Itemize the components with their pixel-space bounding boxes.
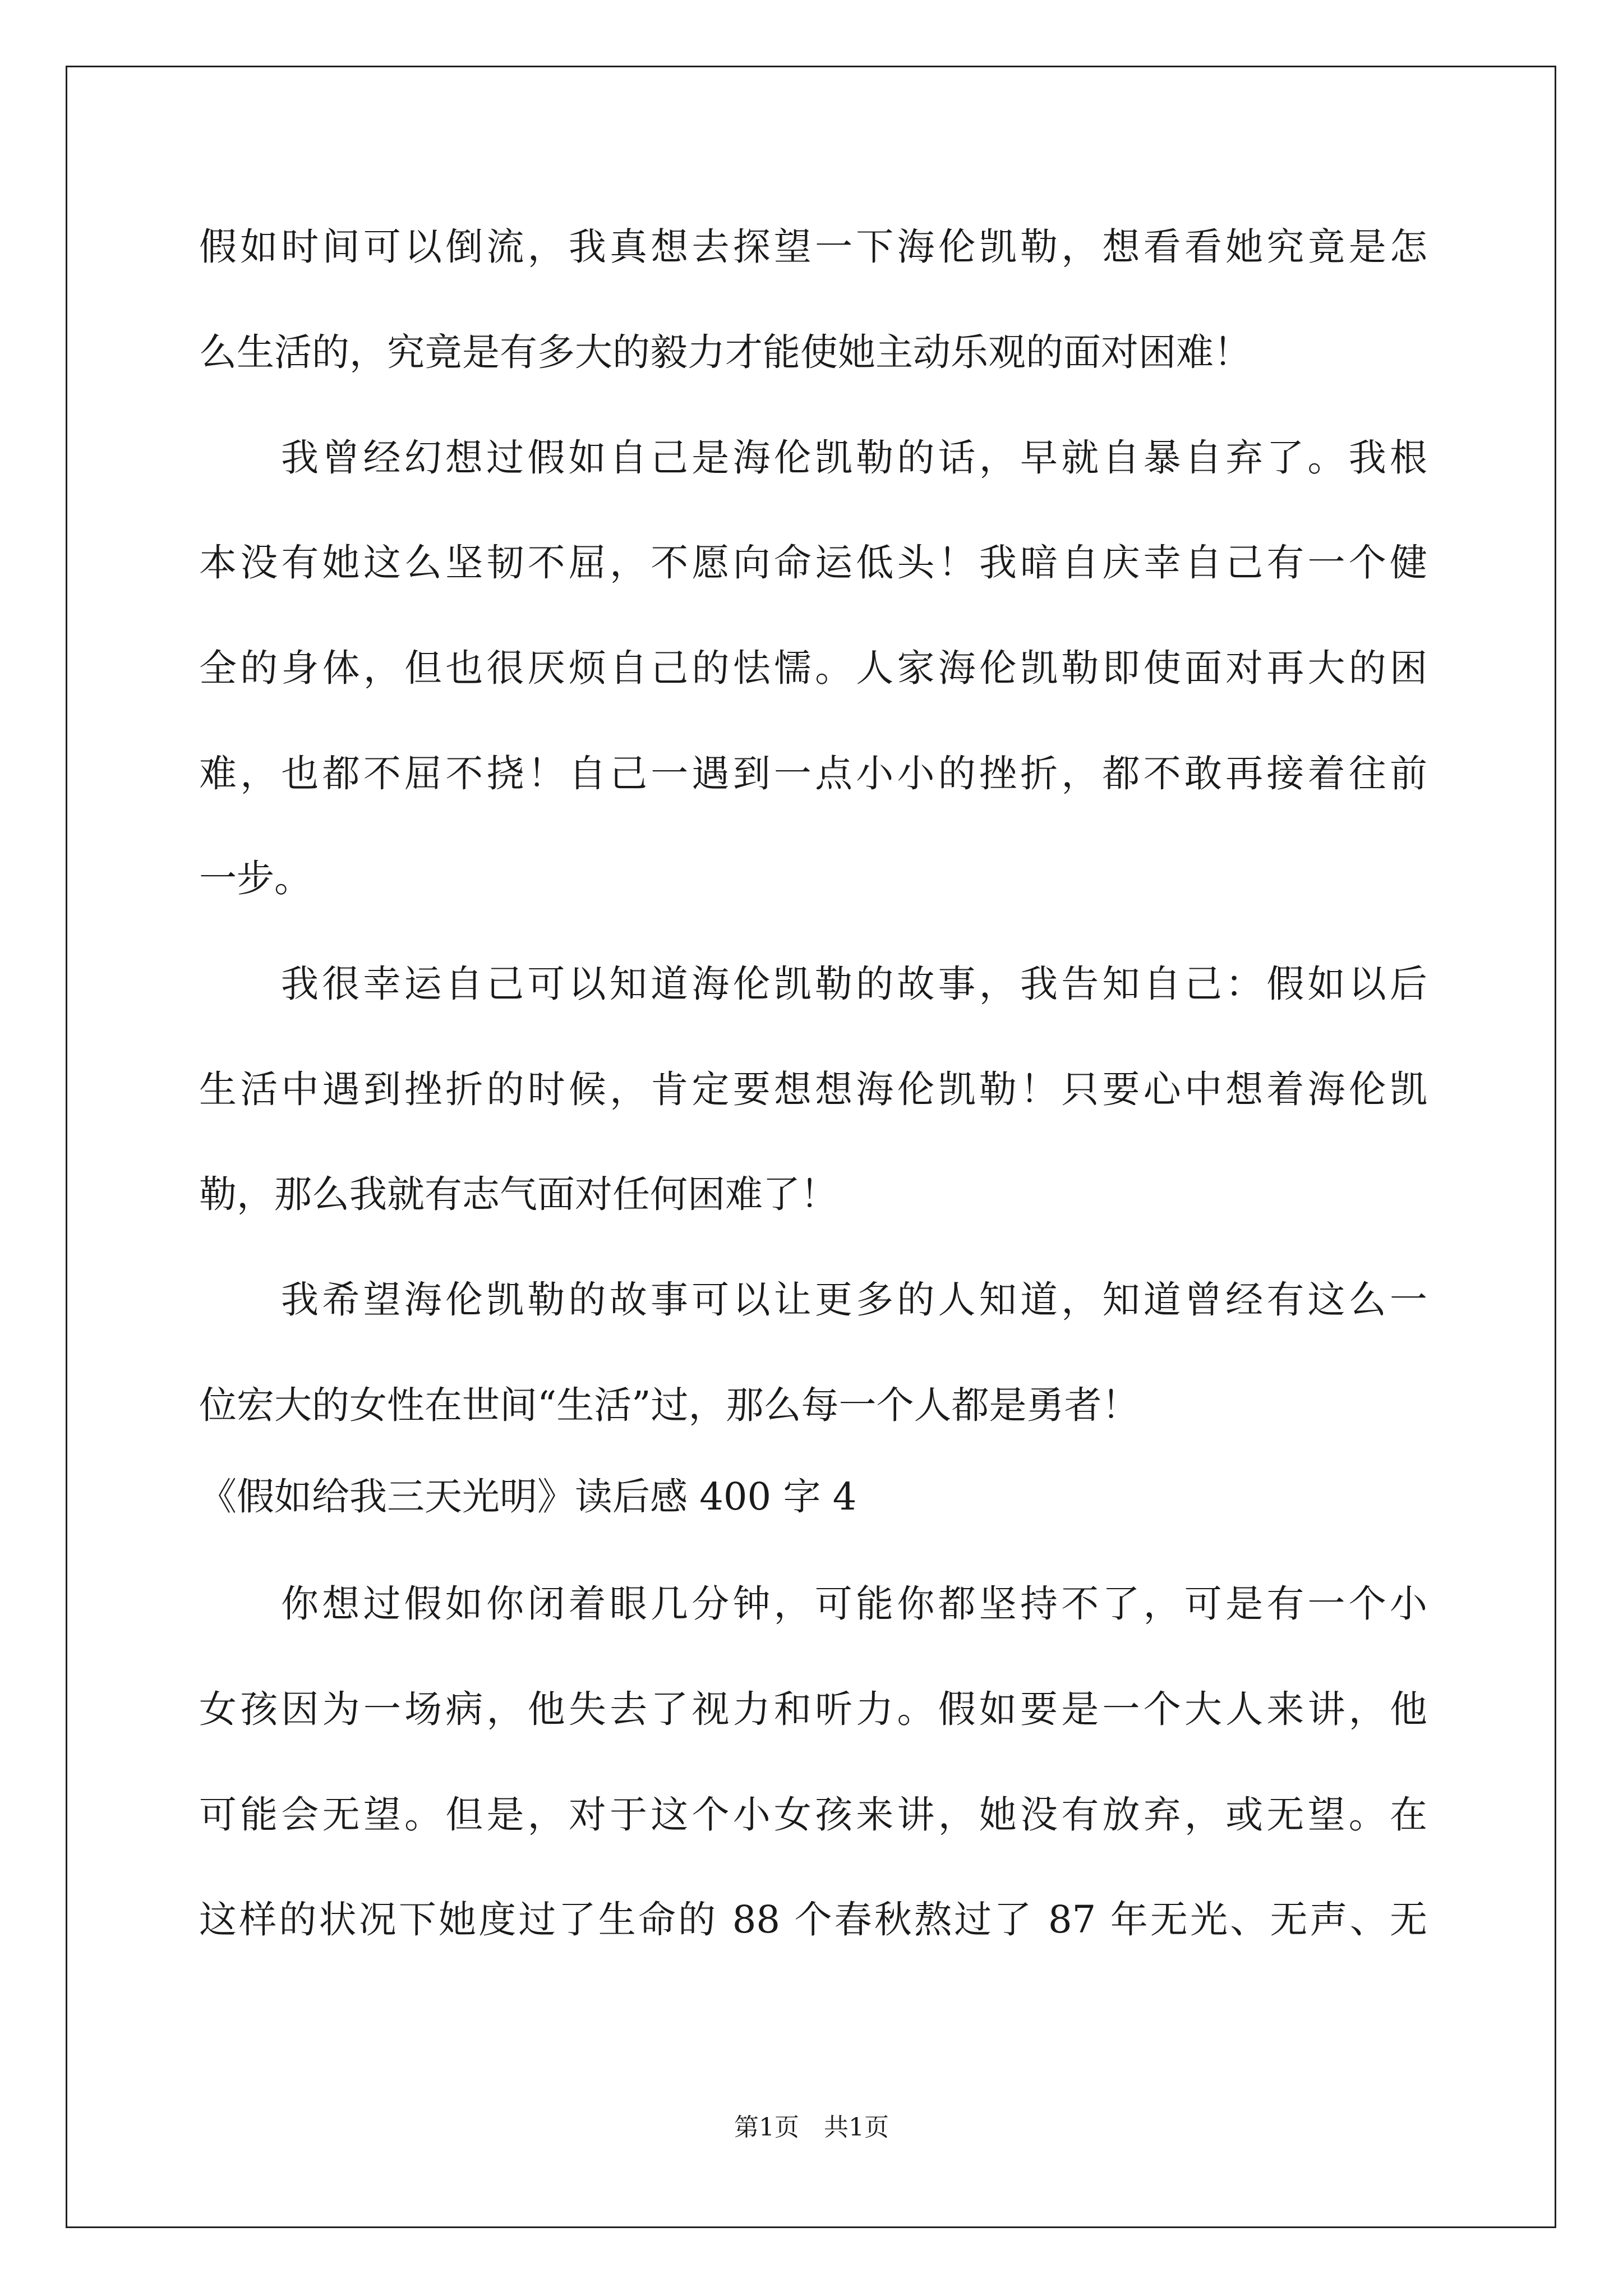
text-line: 位宏大的女性在世间“生活”过，那么每一个人都是勇者！ xyxy=(199,1383,1140,1427)
text-line: 这样的状况下她度过了生命的 88 个春秋熬过了 87 年无光、无声、无 xyxy=(199,1898,1427,1941)
section-heading: 《假如给我三天光明》读后感 400 字 4 xyxy=(199,1475,857,1519)
paragraph-start-line: 我很幸运自己可以知道海伦凯勒的故事，我告知自己：假如以后 xyxy=(281,962,1427,1006)
text-line: 全的身体，但也很厌烦自己的怯懦。人家海伦凯勒即使面对再大的困 xyxy=(199,646,1427,690)
text-line: 假如时间可以倒流，我真想去探望一下海伦凯勒，想看看她究竟是怎 xyxy=(199,225,1427,269)
text-line: 女孩因为一场病，他失去了视力和听力。假如要是一个大人来讲，他 xyxy=(199,1687,1427,1731)
page-footer: 第1页 共1页 xyxy=(734,2113,889,2142)
text-line: 一步。 xyxy=(199,857,312,900)
text-line: 勒，那么我就有志气面对任何困难了！ xyxy=(199,1172,838,1216)
paragraph-start-line: 你想过假如你闭着眼几分钟，可能你都坚持不了，可是有一个小 xyxy=(281,1582,1427,1626)
text-line: 可能会无望。但是，对于这个小女孩来讲，她没有放弃，或无望。在 xyxy=(199,1793,1427,1837)
text-line: 难，也都不屈不挠！自己一遇到一点小小的挫折，都不敢再接着往前 xyxy=(199,752,1427,795)
paragraph-start-line: 我曾经幻想过假如自己是海伦凯勒的话，早就自暴自弃了。我根 xyxy=(281,436,1427,480)
text-line: 生活中遇到挫折的时候，肯定要想想海伦凯勒！只要心中想着海伦凯 xyxy=(199,1068,1427,1111)
paragraph-start-line: 我希望海伦凯勒的故事可以让更多的人知道，知道曾经有这么一 xyxy=(281,1278,1427,1322)
text-line: 么生活的，究竟是有多大的毅力才能使她主动乐观的面对困难！ xyxy=(199,330,1251,374)
text-line: 本没有她这么坚韧不屈，不愿向命运低头！我暗自庆幸自己有一个健 xyxy=(199,541,1427,585)
